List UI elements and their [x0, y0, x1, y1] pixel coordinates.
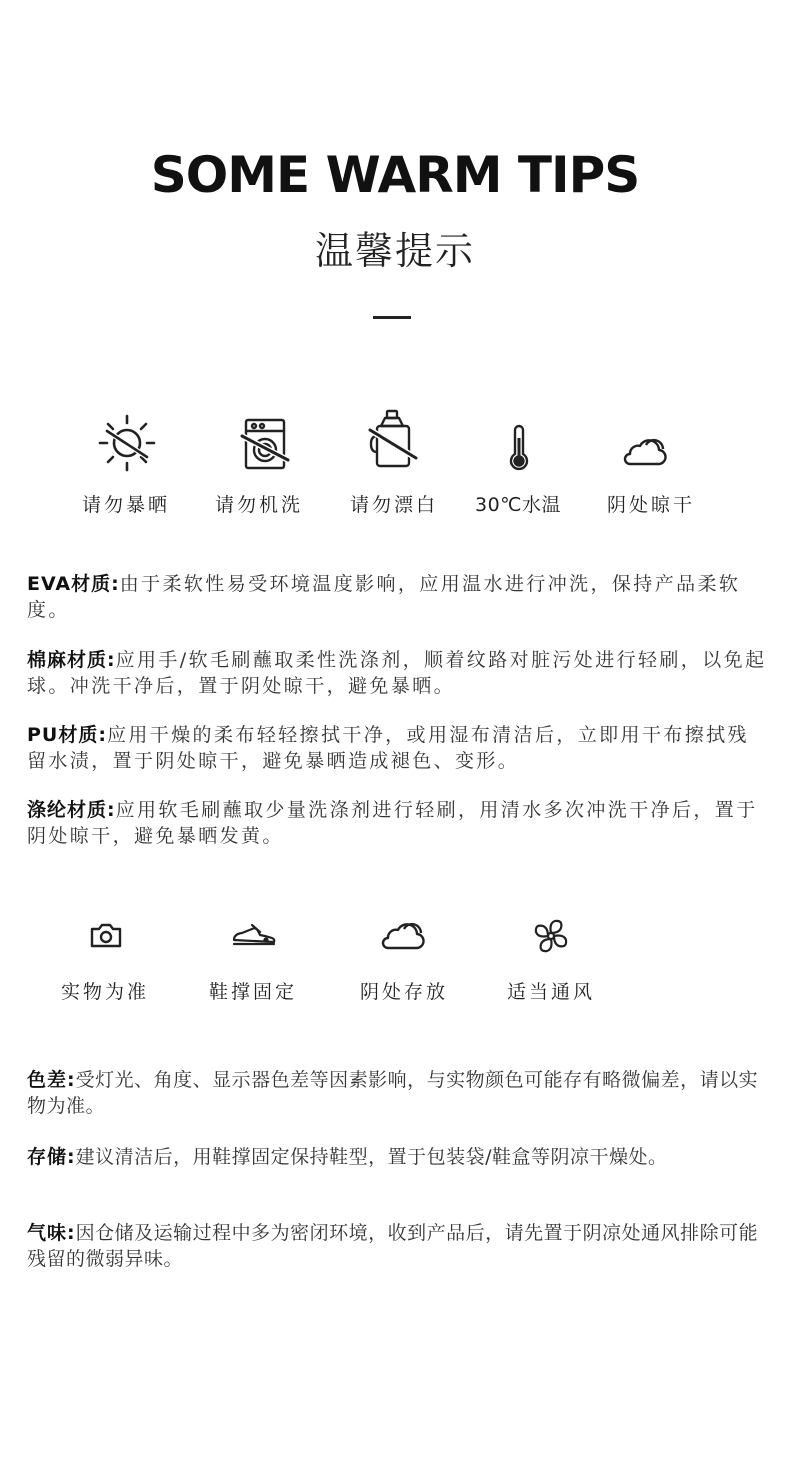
material-tip-label: 棉麻材质:: [27, 649, 116, 671]
title-divider: [373, 316, 411, 319]
storage-label-shade-store: 阴处存放: [359, 981, 448, 1003]
fan-icon: [533, 918, 569, 954]
material-tip-label: 涤纶材质:: [27, 799, 116, 821]
material-tip-cotton-linen: [27, 647, 767, 699]
material-tip-label: EVA材质:: [27, 573, 120, 595]
note-label: 色差:: [27, 1069, 76, 1091]
page-subtitle: 温馨提示: [314, 229, 475, 273]
material-tip-text: 应用软毛刷蘸取少量洗涤剂进行轻刷，用清水多次冲洗干净后，置于阴处晾干，避免暴晒发黄。: [27, 799, 758, 847]
care-label-shade-dry: 阴处晾干: [606, 494, 695, 516]
care-label-no-machine-wash: 请勿机洗: [214, 494, 303, 516]
camera-icon: [89, 920, 123, 950]
care-label-no-sun: 请勿暴晒: [81, 494, 170, 516]
page-title: SOME WARM TIPS: [150, 146, 640, 204]
note-text: 因仓储及运输过程中多为密闭环境，收到产品后，请先置于阴凉处通风排除可能残留的微弱异味。: [27, 1222, 759, 1270]
thermometer-icon: [506, 424, 532, 472]
storage-label-actual-item: 实物为准: [60, 981, 149, 1003]
note-text: 建议清洁后，用鞋撑固定保持鞋型，置于包装袋/鞋盒等阴凉干燥处。: [75, 1146, 668, 1168]
note-odor: [27, 1220, 767, 1272]
no-machine-wash-icon: [240, 416, 290, 472]
care-label-no-bleach: 请勿漂白: [349, 494, 438, 516]
care-label-water-temp: 30℃水温: [474, 494, 561, 516]
shoe-tree-icon: [230, 922, 278, 948]
material-tip-text: 由于柔软性易受环境温度影响，应用温水进行冲洗，保持产品柔软度。: [27, 573, 741, 621]
note-color-difference: [27, 1067, 767, 1119]
material-tip-text: 应用干燥的柔布轻轻擦拭干净，或用湿布清洁后，立即用干布擦拭残留水渍，置于阴处晾干，避免暴晒造成褪色、变形。: [27, 724, 749, 772]
note-text: 受灯光、角度、显示器色差等因素影响，与实物颜色可能存有略微偏差，请以实物为准。: [27, 1069, 759, 1117]
note-label: 气味:: [27, 1222, 76, 1244]
no-sun-icon: [96, 412, 158, 474]
material-tip-text: 应用手/软毛刷蘸取柔性洗涤剂，顺着纹路对脏污处进行轻刷，以免起球。冲洗干净后，置于阴处晾干，避免暴晒。: [27, 649, 767, 697]
material-tip-polyester: [27, 797, 767, 849]
material-tip-eva: [27, 571, 767, 623]
cloud-icon: [620, 434, 668, 468]
cloud-icon: [378, 918, 426, 952]
no-bleach-icon: [366, 408, 420, 470]
material-tip-pu: [27, 722, 767, 774]
note-label: 存储:: [27, 1146, 76, 1168]
material-tip-label: PU材质:: [27, 724, 107, 746]
storage-label-shoe-tree: 鞋撑固定: [208, 981, 297, 1003]
storage-label-ventilate: 适当通风: [506, 981, 595, 1003]
note-storage: [27, 1144, 767, 1170]
